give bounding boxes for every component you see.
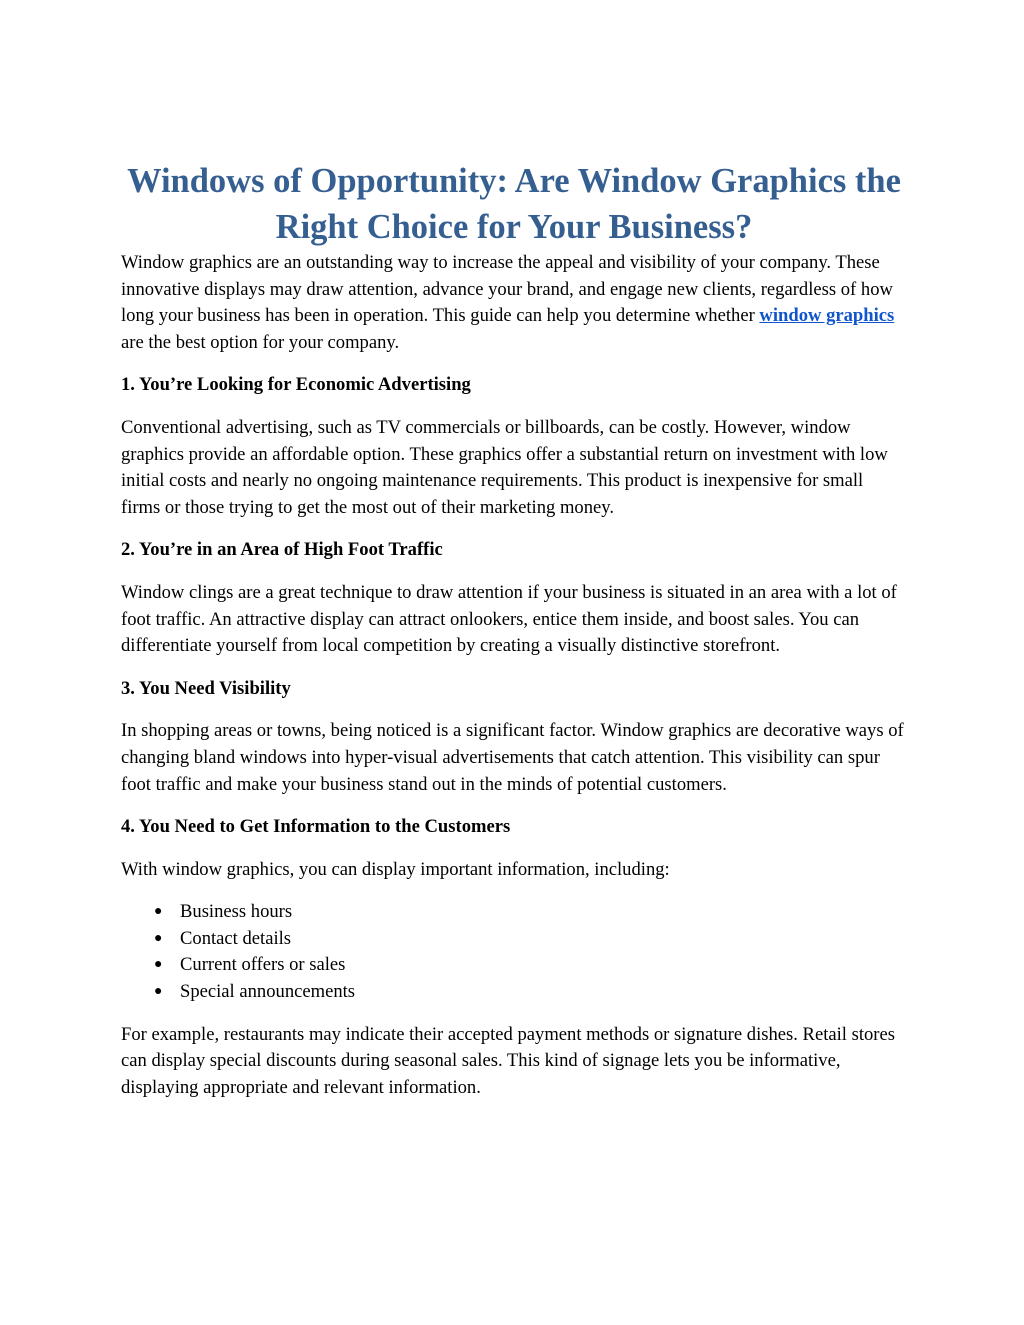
section-3-heading: 3. You Need Visibility — [121, 677, 291, 699]
bullet-icon: ● — [154, 904, 163, 920]
intro-paragraph — [121, 250, 907, 356]
document-page — [121, 158, 907, 1101]
bullet-icon: ● — [154, 984, 163, 1000]
list-item-text: Contact details — [180, 927, 292, 949]
list-item-text: Business hours — [180, 901, 293, 923]
list-item — [121, 926, 907, 953]
bullet-icon: ● — [154, 957, 163, 973]
intro-text-after-link: are the best option for your company. — [121, 331, 400, 353]
section-4-heading: 4. You Need to Get Information to the Customers — [121, 816, 511, 838]
list-item — [121, 899, 907, 926]
list-item-text: Special announcements — [180, 981, 356, 1003]
info-bullet-list — [121, 899, 907, 1005]
list-item — [121, 952, 907, 979]
window-graphics-link[interactable]: window graphics — [759, 305, 895, 327]
section-2-heading: 2. You’re in an Area of High Foot Traffic — [121, 539, 443, 561]
list-item-text: Current offers or sales — [180, 954, 346, 976]
list-item — [121, 979, 907, 1006]
section-1-body: Conventional advertising, such as TV commercials or billboards, can be costly. However, window graphics provide an affordable option. These graphics offer a substantial return on investment with low initial costs and nearly no ongoing maintenance requirements. This product is inexpensive for small firms or those trying to get the most out of their marketing money. — [121, 416, 888, 518]
bullet-icon: ● — [154, 930, 163, 946]
section-3-body: In shopping areas or towns, being noticed is a significant factor. Window graphics are decorative ways of changing bland windows into hyper-visual advertisements that catch attention. This visibility can spur foot traffic and make your business stand out in the minds of potential customers. — [121, 720, 904, 795]
section-2-body: Window clings are a great technique to draw attention if your business is situated in an area with a lot of foot traffic. An attractive display can attract onlookers, entice them inside, and boost sales. You can differentiate yourself from local competition by creating a visually distinctive storefront. — [121, 581, 897, 657]
section-1-heading: 1. You’re Looking for Economic Advertising — [121, 374, 471, 396]
closing-paragraph: For example, restaurants may indicate their accepted payment methods or signature dishes. Retail stores can display special discounts during seasonal sales. This kind of signage lets you be informative, displaying appropriate and relevant information. — [121, 1023, 895, 1098]
intro-text-before-link: Window graphics are an outstanding way to increase the appeal and visibility of your company. These innovative displays may draw attention, advance your brand, and engage new clients, regardless of how long your business has been in operation. This guide can help you determine whether — [121, 252, 893, 327]
page-title: Windows of Opportunity: Are Window Graphics the Right Choice for Your Business? — [127, 162, 901, 246]
section-4-body: With window graphics, you can display important information, including: — [121, 858, 670, 880]
